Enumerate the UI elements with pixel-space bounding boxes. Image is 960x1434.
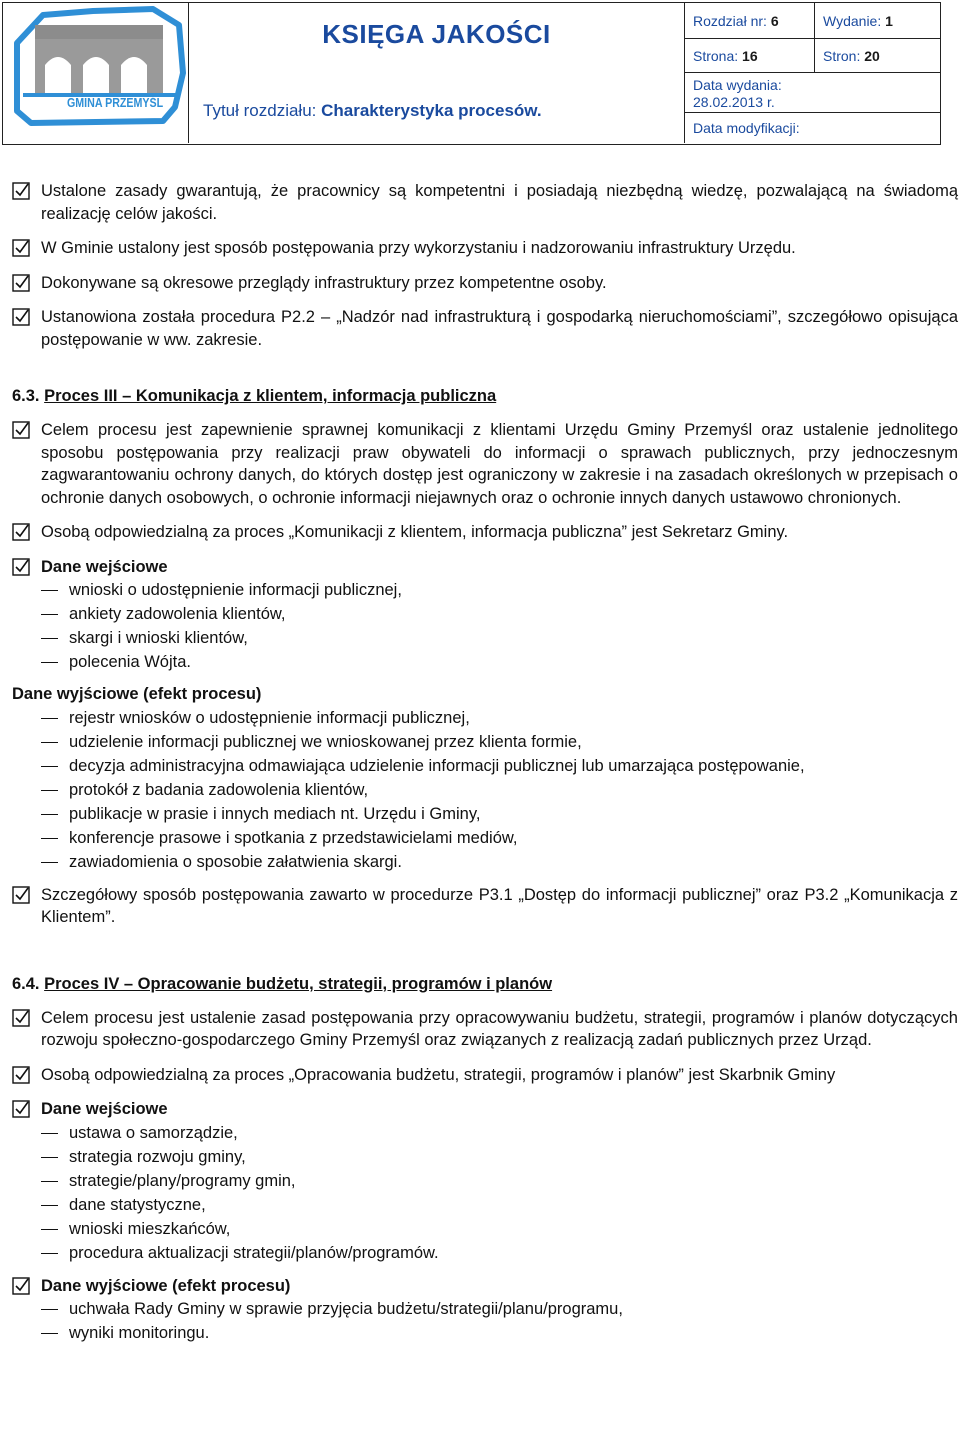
- list-item-text: W Gminie ustalony jest sposób postępowania przy wykorzystaniu i nadzorowaniu infrastruktury Urzędu.: [41, 239, 796, 257]
- logo-text: GMINA PRZEMYŚL: [67, 95, 164, 110]
- gmina-logo-icon: [3, 3, 187, 141]
- document-header: [2, 2, 941, 145]
- chapter-number-cell: [685, 3, 815, 39]
- inputs-heading: [12, 1098, 958, 1121]
- page-value: 16: [742, 48, 758, 64]
- list-item: strategie/plany/programy gmin,: [12, 1169, 958, 1193]
- list-item: wyniki monitoringu.: [12, 1321, 958, 1345]
- section-heading-6-4: [12, 973, 958, 995]
- list-item: konferencje prasowe i spotkania z przedstawicielami mediów,: [12, 826, 958, 850]
- process-owner: [12, 1064, 958, 1087]
- list-item: ustawa o samorządzie,: [12, 1121, 958, 1145]
- checkbox-checked-icon: [12, 239, 30, 257]
- process-goal-text: Celem procesu jest zapewnienie sprawnej komunikacji z klientami Urzędu Gminy Przemyśl oraz ustalenie jednolitego sposobu postępowania przy realizacji praw obywateli do informacji o sprawach publicznych, przy jednoczesnym zagwarantowaniu ochrony danych, do których dostęp jest ograniczony w zakresie i na zasadach określonych w przepisach o ochronie danych osobowych, o ochronie informacji niejawnych oraz o ochronie innych danych ustawowo chronionych.: [41, 421, 958, 507]
- issue-date-value: 28.02.2013 r.: [693, 94, 775, 110]
- list-item: strategia rozwoju gminy,: [12, 1145, 958, 1169]
- list-item: procedura aktualizacji strategii/planów/programów.: [12, 1241, 958, 1265]
- section-title: Proces III – Komunikacja z klientem, informacja publiczna: [44, 387, 497, 405]
- list-item: zawiadomienia o sposobie załatwienia skargi.: [12, 850, 958, 874]
- outputs-heading-text: Dane wyjściowe (efekt procesu): [41, 1276, 291, 1295]
- checkbox-checked-icon: [12, 886, 30, 904]
- list-item: protokół z badania zadowolenia klientów,: [12, 778, 958, 802]
- list-item: uchwała Rady Gminy w sprawie przyjęcia budżetu/strategii/planu/programu,: [12, 1297, 958, 1321]
- section-heading-6-3: [12, 385, 958, 407]
- process-goal-text: Celem procesu jest ustalenie zasad postępowania przy opracowywaniu budżetu, strategii, programów i planów dotyczących rozwoju społeczno-gospodarczego Gminy Przemyśl oraz związanych z realizacją zadań publicznych przez Urząd.: [41, 1008, 958, 1049]
- edition-cell: [815, 3, 940, 39]
- list-item: rejestr wniosków o udostępnienie informacji publicznej,: [12, 706, 958, 730]
- outputs-heading: Dane wyjściowe (efekt procesu): [12, 685, 262, 703]
- list-item: polecenia Wójta.: [12, 650, 958, 674]
- pages-label: Stron:: [823, 48, 861, 64]
- checkbox-checked-icon: [12, 558, 30, 576]
- checkbox-checked-icon: [12, 274, 30, 292]
- process-owner-text: Osobą odpowiedzialną za proces „Opracowania budżetu, strategii, programów i planów” jest Skarbnik Gminy: [41, 1065, 836, 1084]
- list-item: [12, 180, 958, 225]
- list-item: publikacje w prasie i innych mediach nt. Urzędu i Gminy,: [12, 802, 958, 826]
- process-goal: [12, 419, 958, 509]
- document-body: [12, 180, 958, 1345]
- mod-date-label: Data modyfikacji:: [693, 120, 800, 136]
- checkbox-checked-icon: [12, 1277, 30, 1295]
- checkbox-checked-icon: [12, 182, 30, 200]
- page-cell: [685, 39, 815, 73]
- checkbox-checked-icon: [12, 421, 30, 439]
- section-number: 6.4.: [12, 974, 40, 993]
- list-item-text: Ustanowiona została procedura P2.2 – „Nadzór nad infrastrukturą i gospodarką nieruchomościami”, szczegółowo opisująca postępowanie w ww. zakresie.: [41, 308, 958, 349]
- checkbox-checked-icon: [12, 523, 30, 541]
- section-number: 6.3.: [12, 387, 40, 405]
- list-item: wnioski mieszkańców,: [12, 1217, 958, 1241]
- list-item-text: Ustalone zasady gwarantują, że pracownicy są kompetentni i posiadają niezbędną wiedzę, pozwalającą na świadomą realizację celów jakości.: [41, 182, 958, 223]
- list-item: dane statystyczne,: [12, 1193, 958, 1217]
- process-owner-text: Osobą odpowiedzialną za proces „Komunikacji z klientem, informacja publiczna” jest Sekretarz Gminy.: [41, 523, 789, 541]
- issue-date-cell: [685, 73, 940, 113]
- chapter-title-label: Tytuł rozdziału:: [203, 101, 317, 120]
- inputs-heading-text: Dane wejściowe: [41, 1100, 168, 1118]
- list-item: skargi i wnioski klientów,: [12, 626, 958, 650]
- inputs-heading: [12, 556, 958, 579]
- header-meta: [685, 3, 940, 143]
- process-goal: [12, 1007, 958, 1052]
- checkbox-checked-icon: [12, 1066, 30, 1084]
- document-title: KSIĘGA JAKOŚCI: [322, 19, 551, 49]
- page-label: Strona:: [693, 48, 739, 64]
- checkbox-checked-icon: [12, 308, 30, 326]
- chapter-number-label: Rozdział nr:: [693, 13, 767, 29]
- section-title: Proces IV – Opracowanie budżetu, strategii, programów i planów: [44, 974, 553, 993]
- mod-date-cell: [685, 113, 940, 143]
- process-details: [12, 884, 958, 929]
- list-item: wnioski o udostępnienie informacji publicznej,: [12, 578, 958, 602]
- process-details-text: Szczegółowy sposób postępowania zawarto w procedurze P3.1 „Dostęp do informacji publicznej” oraz P3.2 „Komunikacja z Klientem”.: [41, 885, 958, 926]
- chapter-title-value: Charakterystyka procesów.: [321, 101, 542, 120]
- outputs-heading: [12, 1275, 958, 1298]
- header-title-cell: [189, 3, 685, 143]
- chapter-title: [203, 101, 542, 121]
- checkbox-checked-icon: [12, 1100, 30, 1118]
- list-item: [12, 237, 958, 260]
- checkbox-checked-icon: [12, 1009, 30, 1027]
- issue-date-label: Data wydania:: [693, 77, 782, 93]
- list-item: [12, 306, 958, 351]
- list-item: [12, 272, 958, 295]
- list-item-text: Dokonywane są okresowe przeglądy infrastruktury przez kompetentne osoby.: [41, 273, 607, 292]
- pages-value: 20: [864, 48, 880, 64]
- process-owner: [12, 521, 958, 544]
- edition-label: Wydanie:: [823, 13, 882, 29]
- gmina-logo: [3, 3, 189, 143]
- pages-cell: [815, 39, 940, 73]
- list-item: decyzja administracyjna odmawiająca udzielenie informacji publicznej lub umarzająca postępowanie,: [12, 754, 958, 778]
- list-item: udzielenie informacji publicznej we wnioskowanej przez klienta formie,: [12, 730, 958, 754]
- edition-value: 1: [885, 13, 893, 29]
- inputs-heading-text: Dane wejściowe: [41, 557, 168, 576]
- list-item: ankiety zadowolenia klientów,: [12, 602, 958, 626]
- chapter-number-value: 6: [770, 13, 779, 29]
